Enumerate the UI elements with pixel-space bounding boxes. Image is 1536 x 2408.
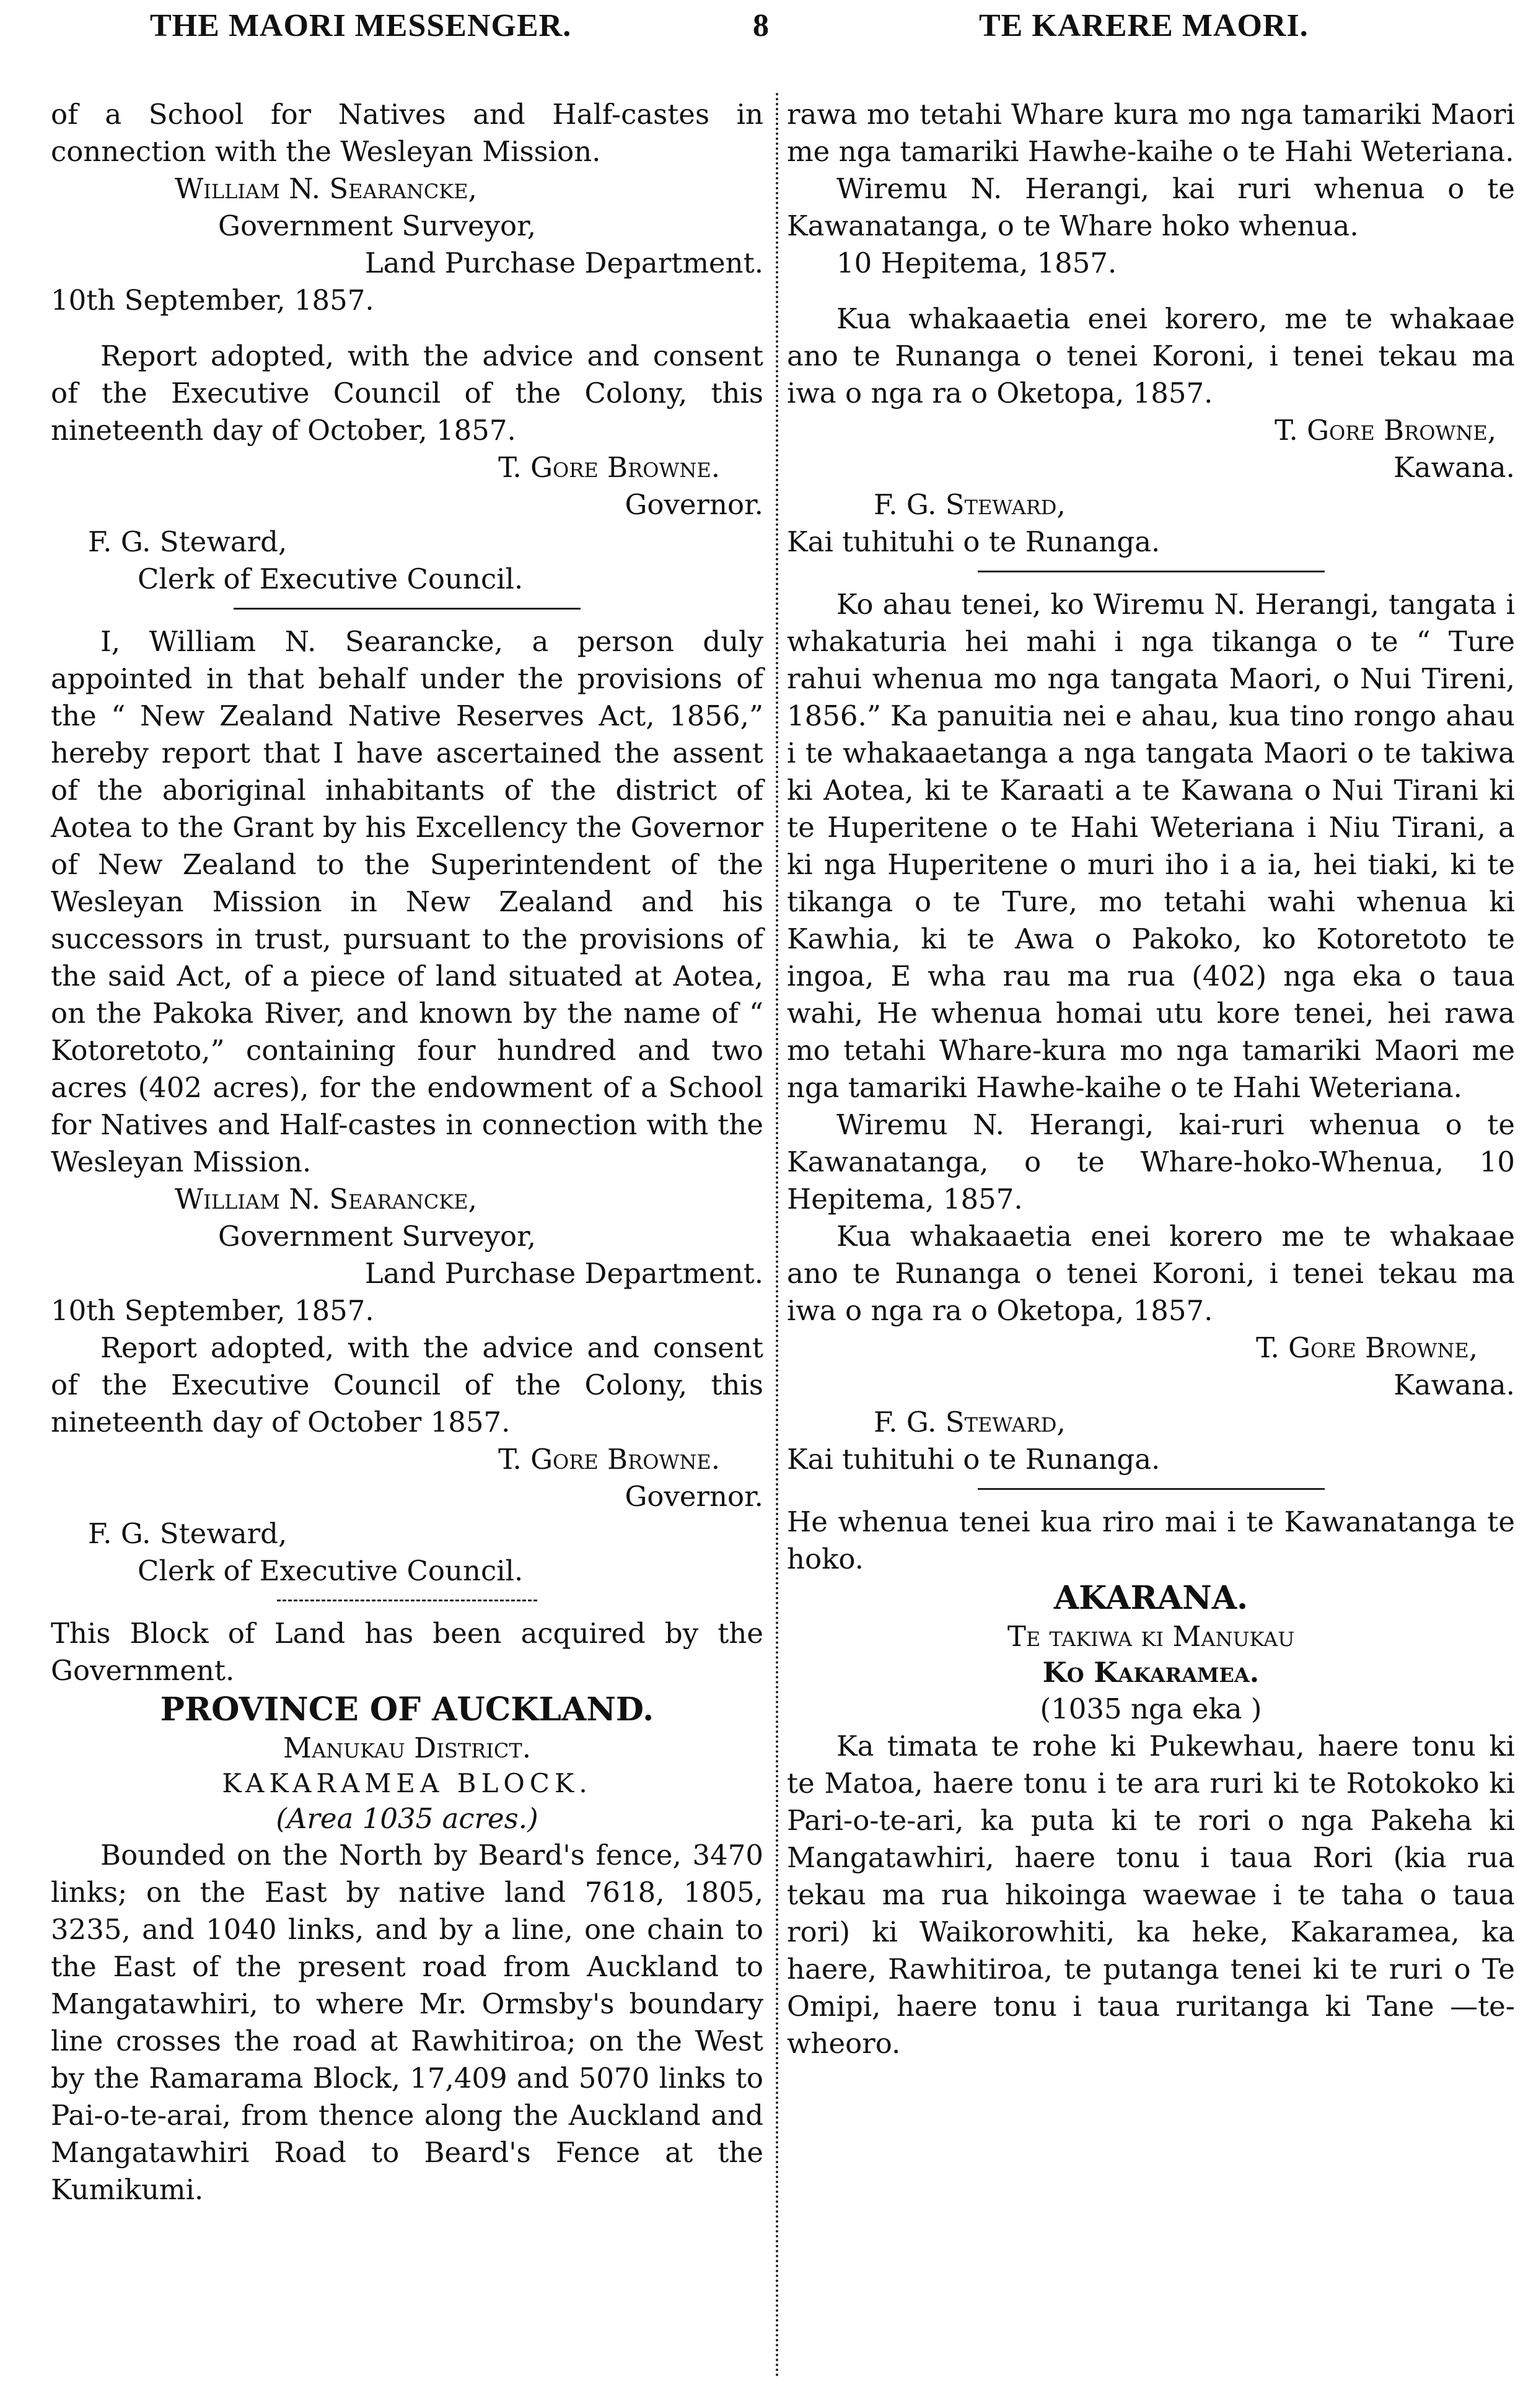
english-intro-text: of a School for Natives and Half-castes in connection with the Wesleyan Mission. bbox=[51, 98, 763, 168]
maori-province-heading: AKARANA. bbox=[1053, 1579, 1249, 1617]
maori-block-intro: He whenua tenei kua riro mai i te Kawanatanga te hoko. bbox=[787, 1505, 1515, 1575]
maori-main-text: Ko ahau tenei, ko Wiremu N. Herangi, tangata i whakaturia hei mahi i nga tikanga o te “ Ture rahui whenua mo nga tangata Maori, o Nui Tireni, 1856.” Ka panuitia nei e ahau, kua tino rongo ahau i te whakaaetanga a nga tangata Maori o te takiwa ki Aotea, ki te Karaati a te Kawana o Nui Tirani ki te Huperitene o te Hahi Weteriana i Niu Tirani, a ki nga Huperitene o muri iho i a ia, hei tiaki, ki te tikanga o te Ture, mo tetahi wahi whenua ki Kawhia, ki te Awa o Pakoko, ko Kotoretoto te ingoa, E wha rau ma rua (402) nga eka o taua wahi, He whenua homai utu kore tenei, hei rawa mo tetahi Whare-kura mo nga tamariki Maori me nga tamariki Hawhe-kaihe o te Hahi Weteriana. bbox=[787, 588, 1515, 1104]
english-block-intro: This Block of Land has been acquired by the Government. bbox=[51, 1617, 763, 1687]
page-number: 8 bbox=[753, 8, 770, 43]
maori-clerk-title-1: Kai tuhituhi o te Runanga. bbox=[787, 525, 1161, 558]
column-divider bbox=[776, 93, 778, 2379]
english-clerk-title-2: Clerk of Executive Council. bbox=[138, 1554, 524, 1587]
english-surveyor-title-1: Government Surveyor, bbox=[218, 209, 537, 242]
english-area: (Area 1035 acres.) bbox=[276, 1802, 538, 1835]
english-clerk-name-2: F. G. Steward, bbox=[88, 1517, 287, 1550]
maori-governor-name-2: T. Gore Browne, bbox=[1256, 1331, 1478, 1364]
maori-clerk-title-2: Kai tuhituhi o te Runanga. bbox=[787, 1443, 1161, 1476]
english-column bbox=[51, 96, 763, 2209]
maori-cert-date-1: 10 Hepitema, 1857. bbox=[836, 247, 1117, 279]
maori-clerk-name-2: F. G. Steward, bbox=[874, 1406, 1066, 1438]
maori-report-1: Kua whakaaetia enei korero, me te whakaae ano te Runanga o tenei Koroni, i tenei tekau ma iwa o nga ra o Oketopa, 1857. bbox=[787, 302, 1515, 409]
page-header bbox=[0, 0, 1536, 68]
section-rule bbox=[234, 608, 581, 610]
section-rule-dotted bbox=[277, 1600, 537, 1601]
maori-block-heading: Ko Kakaramea. bbox=[1042, 1656, 1260, 1689]
section-rule bbox=[978, 571, 1325, 572]
maori-cert-2: Wiremu N. Herangi, kai-ruri whenua o te Kawanatanga, o te Whare-hoko-Whenua, 10 Hepitema, 1857. bbox=[787, 1108, 1515, 1215]
english-block-heading: KAKARAMEA BLOCK. bbox=[222, 1768, 592, 1798]
english-bounds-text: Bounded on the North by Beard's fence, 3470 links; on the East by native land 7618, 1805, 3235, and 1040 links, and by a line, one chain to the East of the present road from Auckland to Mangatawhiri, to where Mr. Ormsby's boundary line crosses the road at Rawhitiroa; on the West by the Ramarama Block, 17,409 and 5070 links to Pai-o-te-arai, from thence along the Auckland and Mangatawhiri Road to Beard's Fence at the Kumikumi. bbox=[51, 1839, 763, 2206]
english-governor-name-1: T. Gore Browne. bbox=[498, 451, 720, 484]
english-cert-date-2: 10th September, 1857. bbox=[51, 1294, 374, 1327]
maori-governor-title-1: Kawana. bbox=[1393, 451, 1515, 484]
english-governor-name-2: T. Gore Browne. bbox=[498, 1443, 720, 1476]
english-district-heading: Manukau District. bbox=[283, 1732, 531, 1764]
maori-district-heading: Te takiwa ki Manukau bbox=[1007, 1620, 1295, 1653]
english-surveyor-dept-2: Land Purchase Department. bbox=[364, 1257, 763, 1290]
maori-intro-text: rawa mo tetahi Whare kura mo nga tamariki Maori me nga tamariki Hawhe-kaihe o te Hahi Weteriana. bbox=[787, 98, 1515, 168]
english-province-heading: PROVINCE OF AUCKLAND. bbox=[160, 1691, 654, 1728]
english-surveyor-name-2: William N. Searancke, bbox=[175, 1183, 477, 1215]
maori-bounds-text: Ka timata te rohe ki Pukewhau, haere tonu ki te Matoa, haere tonu i te ara ruri ki te Rotokoko ki Pari-o-te-ari, ka puta ki te rori o nga Pakeha ki Mangatawhiri, haere tonu i taua Rori (kia rua tekau ma rua hikoinga waewae i te taha o taua rori) ki Waikorowhiti, ka heke, Kakaramea, ka haere, Rawhitiroa, te putanga tenei ki te ruri o Te Omipi, haere tonu i taua ruritanga ki Tane —te-wheoro. bbox=[787, 1730, 1515, 2060]
english-surveyor-title-2: Government Surveyor, bbox=[218, 1220, 537, 1253]
english-governor-title-2: Governor. bbox=[625, 1480, 763, 1513]
maori-governor-name-1: T. Gore Browne, bbox=[1275, 414, 1496, 447]
english-clerk-title-1: Clerk of Executive Council. bbox=[138, 563, 524, 595]
header-english-title: THE MAORI MESSENGER. bbox=[150, 8, 572, 43]
english-surveyor-dept-1: Land Purchase Department. bbox=[364, 247, 763, 279]
header-maori-title: TE KARERE MAORI. bbox=[979, 8, 1309, 43]
english-main-text: I, William N. Searancke, a person duly appointed in that behalf under the provisions of the “ New Zealand Native Reserves Act, 1856,” hereby report that I have ascertained the assent of the aboriginal inhabitants of the district of Aotea to the Grant by his Excellency the Governor of New Zealand to the Superintendent of the Wesleyan Mission in New Zealand and his successors in trust, pursuant to the provisions of the said Act, of a piece of land situated at Aotea, on the Pakoka River, and known by the name of “ Kotoretoto,” containing four hundred and two acres (402 acres), for the endowment of a School for Natives and Half-castes in connection with the Wesleyan Mission. bbox=[51, 625, 763, 1178]
english-surveyor-name-1: William N. Searancke, bbox=[175, 172, 477, 205]
maori-governor-title-2: Kawana. bbox=[1393, 1368, 1515, 1401]
maori-area: (1035 nga eka ) bbox=[1040, 1692, 1262, 1725]
maori-report-2: Kua whakaaetia enei korero me te whakaae ano te Runanga o tenei Koroni, i tenei tekau ma iwa o nga ra o Oketopa, 1857. bbox=[787, 1220, 1515, 1327]
english-clerk-name-1: F. G. Steward, bbox=[88, 525, 287, 558]
english-cert-date-1: 10th September, 1857. bbox=[51, 284, 374, 317]
maori-column bbox=[787, 96, 1515, 2062]
english-report-2: Report adopted, with the advice and consent of the Executive Council of the Colony, this nineteenth day of October 1857. bbox=[51, 1331, 763, 1438]
english-governor-title-1: Governor. bbox=[625, 488, 763, 521]
english-report-1: Report adopted, with the advice and consent of the Executive Council of the Colony, this nineteenth day of October, 1857. bbox=[51, 339, 763, 447]
maori-cert-1: Wiremu N. Herangi, kai ruri whenua o te Kawanatanga, o te Whare hoko whenua. bbox=[787, 172, 1515, 242]
maori-clerk-name-1: F. G. Steward, bbox=[874, 488, 1066, 521]
section-rule bbox=[978, 1488, 1325, 1490]
